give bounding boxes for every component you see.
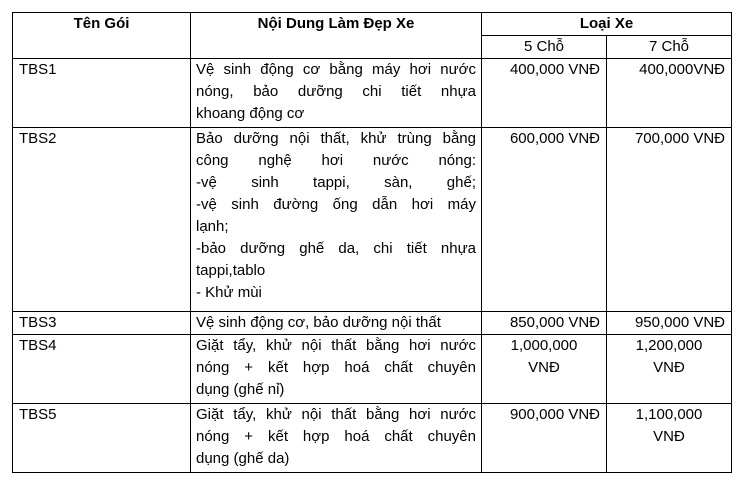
price-5-seat: 400,000 VNĐ bbox=[482, 59, 607, 128]
price-currency: VNĐ bbox=[653, 359, 685, 376]
header-7-seat: 7 Chỗ bbox=[607, 36, 732, 59]
package-name: TBS5 bbox=[13, 404, 191, 473]
package-name: TBS4 bbox=[13, 335, 191, 404]
package-description bbox=[191, 312, 482, 335]
package-name: TBS1 bbox=[13, 59, 191, 128]
price-7-seat bbox=[607, 335, 732, 404]
description-line: nóng + kết hợp hoá chất chuyên bbox=[196, 428, 476, 445]
header-package-name: Tên Gói bbox=[13, 13, 191, 59]
price-5-seat bbox=[482, 335, 607, 404]
description-line: Bảo dưỡng nội thất, khử trùng bằng bbox=[196, 130, 476, 147]
description-line: dụng (ghế da) bbox=[196, 450, 290, 467]
description-line: nóng + kết hợp hoá chất chuyên bbox=[196, 359, 476, 376]
table-row bbox=[13, 404, 732, 473]
package-description bbox=[191, 404, 482, 473]
package-description bbox=[191, 128, 482, 312]
price-5-seat: 600,000 VNĐ bbox=[482, 128, 607, 312]
price-5-seat: 900,000 VNĐ bbox=[482, 404, 607, 473]
header-car-type: Loại Xe bbox=[482, 13, 732, 36]
description-line: - Khử mùi bbox=[196, 284, 262, 301]
description-line: -vệ sinh đường ống dẫn hơi máy bbox=[196, 196, 476, 213]
table-row bbox=[13, 335, 732, 404]
price-7-seat: 400,000VNĐ bbox=[607, 59, 732, 128]
package-description bbox=[191, 59, 482, 128]
service-package-table bbox=[12, 12, 732, 473]
price-5-seat: 850,000 VNĐ bbox=[482, 312, 607, 335]
table-row bbox=[13, 128, 732, 312]
header-5-seat: 5 Chỗ bbox=[482, 36, 607, 59]
description-line: dụng (ghế nỉ) bbox=[196, 381, 285, 398]
package-name: TBS2 bbox=[13, 128, 191, 312]
description-line: Giặt tẩy, khử nội thất bằng hơi nước bbox=[196, 406, 476, 423]
description-line: lạnh; bbox=[196, 218, 229, 235]
table-row bbox=[13, 59, 732, 128]
description-line: khoang động cơ bbox=[196, 105, 305, 122]
description-line: Giặt tẩy, khử nội thất bằng hơi nước bbox=[196, 337, 476, 354]
table-row bbox=[13, 312, 732, 335]
price-amount: 1,000,000 bbox=[510, 337, 578, 354]
description-line: Vệ sinh động cơ bằng máy hơi nước bbox=[196, 61, 476, 78]
price-currency: VNĐ bbox=[653, 428, 685, 445]
package-name: TBS3 bbox=[13, 312, 191, 335]
price-7-seat: 950,000 VNĐ bbox=[607, 312, 732, 335]
price-7-seat bbox=[607, 404, 732, 473]
price-amount: 1,100,000 bbox=[635, 406, 703, 423]
description-line: -bảo dưỡng ghế da, chi tiết nhựa bbox=[196, 240, 476, 257]
price-7-seat: 700,000 VNĐ bbox=[607, 128, 732, 312]
header-service-content: Nội Dung Làm Đẹp Xe bbox=[191, 13, 482, 59]
description-line: nóng, bảo dưỡng chi tiết nhựa bbox=[196, 83, 476, 100]
package-description bbox=[191, 335, 482, 404]
description-line: Vệ sinh động cơ, bảo dưỡng nội thất bbox=[196, 314, 441, 331]
description-line: công nghệ hơi nước nóng: bbox=[196, 152, 476, 169]
table-header bbox=[13, 13, 732, 59]
price-currency: VNĐ bbox=[528, 359, 560, 376]
pricing-document bbox=[12, 12, 732, 473]
description-line: -vệ sinh tappi, sàn, ghế; bbox=[196, 174, 476, 191]
price-amount: 1,200,000 bbox=[635, 337, 703, 354]
description-line: tappi,tablo bbox=[196, 262, 266, 279]
